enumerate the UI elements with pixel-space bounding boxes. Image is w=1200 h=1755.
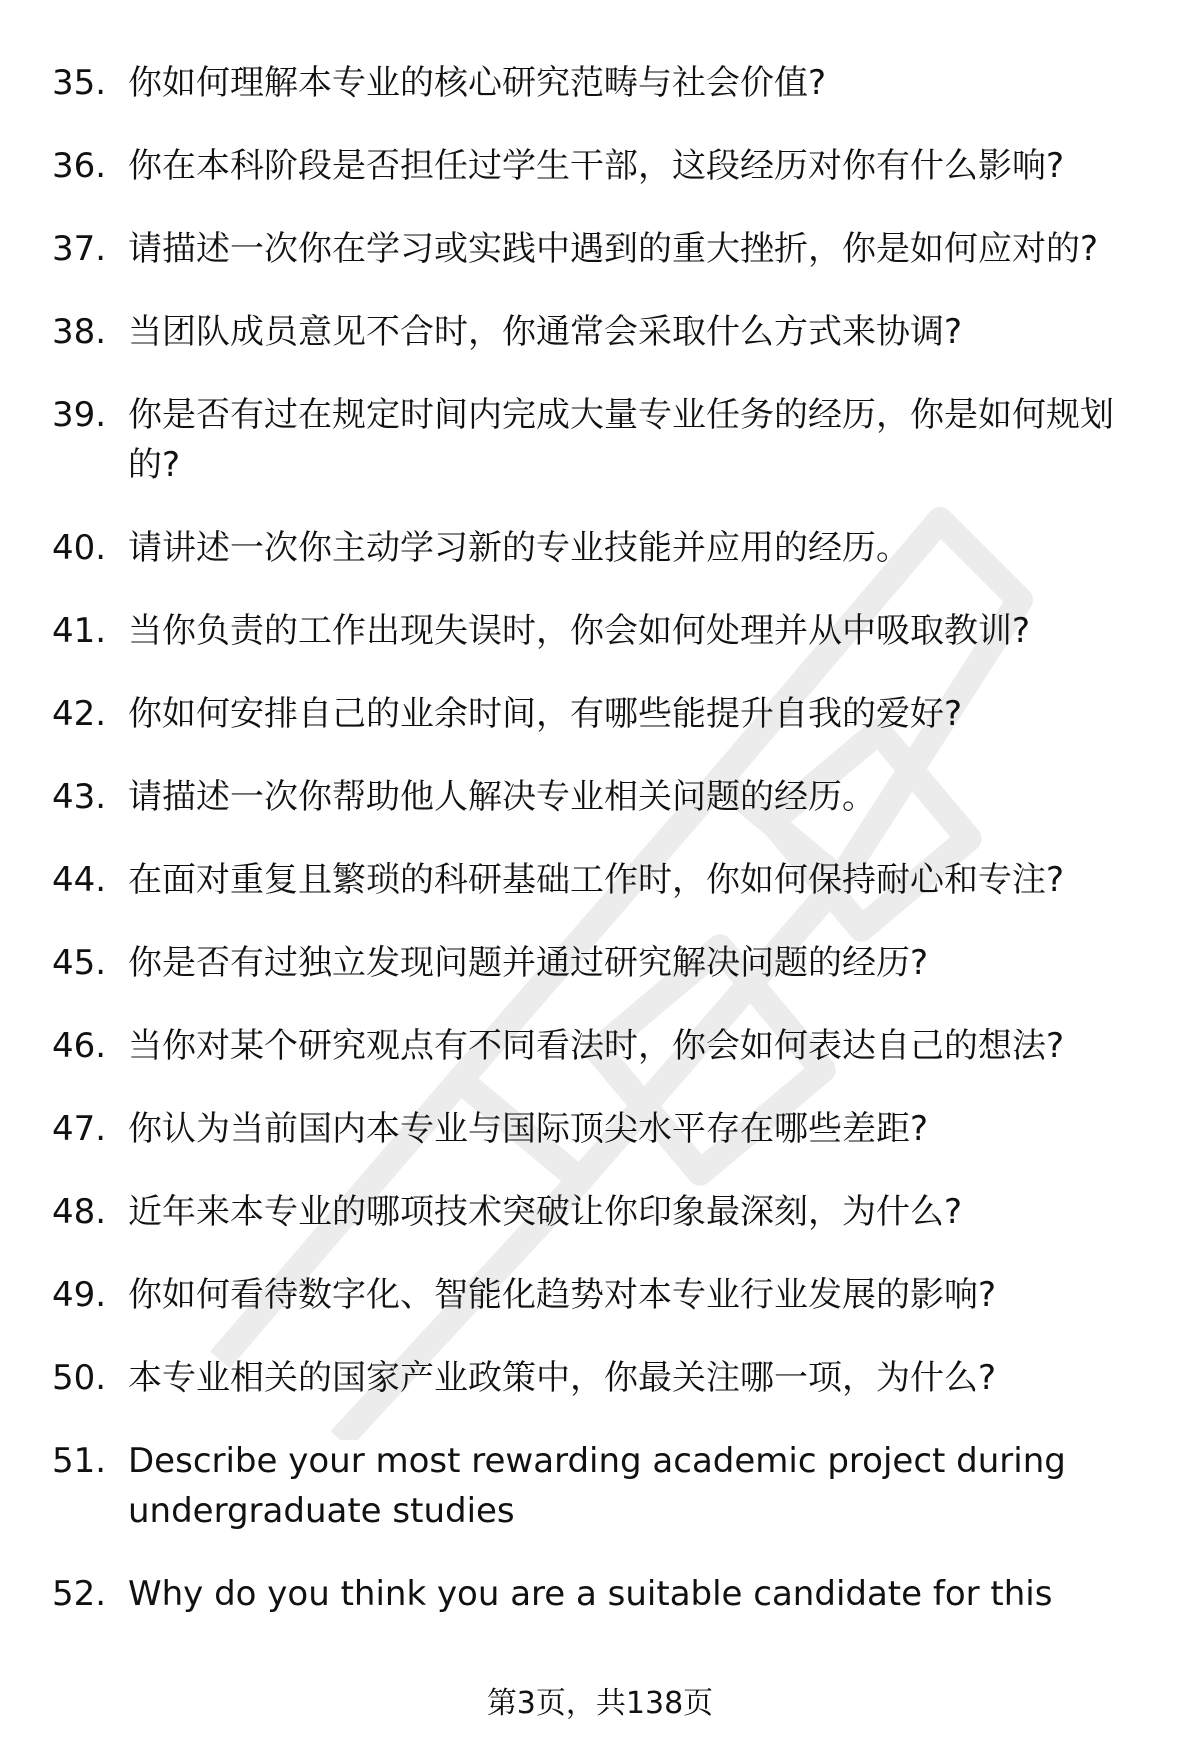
question-item <box>0 523 1200 573</box>
question-text: 在面对重复且繁琐的科研基础工作时，你如何保持耐心和专注? <box>128 860 1065 900</box>
question-item <box>0 1104 1200 1154</box>
question-text: 请描述一次你帮助他人解决专业相关问题的经历。 <box>128 777 876 817</box>
question-number: 36. <box>52 146 107 186</box>
question-item <box>0 689 1200 739</box>
question-item <box>0 1270 1200 1320</box>
question-item <box>0 1569 1200 1619</box>
question-number: 37. <box>52 229 107 269</box>
question-number: 52. <box>52 1574 107 1614</box>
question-number: 41. <box>52 611 107 651</box>
question-number: 44. <box>52 860 107 900</box>
question-number: 38. <box>52 312 107 352</box>
question-text: Why do you think you are a suitable candidate for this <box>128 1574 1053 1614</box>
question-list <box>0 58 1200 1652</box>
question-text: 本专业相关的国家产业政策中，你最关注哪一项，为什么? <box>128 1358 997 1398</box>
question-number: 35. <box>52 63 107 103</box>
question-text: 当你负责的工作出现失误时，你会如何处理并从中吸取教训? <box>128 611 1031 651</box>
question-text: 请描述一次你在学习或实践中遇到的重大挫折，你是如何应对的? <box>128 229 1099 269</box>
question-text: 当你对某个研究观点有不同看法时，你会如何表达自己的想法? <box>128 1026 1065 1066</box>
question-text: 你是否有过在规定时间内完成大量专业任务的经历，你是如何规划的? <box>128 395 1114 485</box>
question-number: 46. <box>52 1026 107 1066</box>
question-number: 49. <box>52 1275 107 1315</box>
page-footer <box>0 1682 1200 1726</box>
question-text: Describe your most rewarding academic project during undergraduate studies <box>128 1441 1066 1531</box>
question-item <box>0 307 1200 357</box>
question-item <box>0 1353 1200 1403</box>
question-text: 你认为当前国内本专业与国际顶尖水平存在哪些差距? <box>128 1109 929 1149</box>
question-item <box>0 855 1200 905</box>
question-number: 51. <box>52 1441 107 1481</box>
question-item <box>0 58 1200 108</box>
question-text: 你如何安排自己的业余时间，有哪些能提升自我的爱好? <box>128 694 963 734</box>
question-item <box>0 606 1200 656</box>
question-text: 你是否有过独立发现问题并通过研究解决问题的经历? <box>128 943 929 983</box>
question-number: 42. <box>52 694 107 734</box>
question-number: 48. <box>52 1192 107 1232</box>
question-item <box>0 141 1200 191</box>
question-text: 你在本科阶段是否担任过学生干部，这段经历对你有什么影响? <box>128 146 1065 186</box>
question-item <box>0 1021 1200 1071</box>
question-item <box>0 938 1200 988</box>
question-number: 47. <box>52 1109 107 1149</box>
question-item <box>0 772 1200 822</box>
question-text: 你如何理解本专业的核心研究范畴与社会价值? <box>128 63 827 103</box>
page-indicator: 第3页，共138页 <box>486 1686 714 1721</box>
question-item <box>0 224 1200 274</box>
question-text: 你如何看待数字化、智能化趋势对本专业行业发展的影响? <box>128 1275 997 1315</box>
question-text: 近年来本专业的哪项技术突破让你印象最深刻，为什么? <box>128 1192 963 1232</box>
question-number: 43. <box>52 777 107 817</box>
question-text: 当团队成员意见不合时，你通常会采取什么方式来协调? <box>128 312 963 352</box>
question-item <box>0 1436 1200 1536</box>
question-text: 请讲述一次你主动学习新的专业技能并应用的经历。 <box>128 528 910 568</box>
question-number: 45. <box>52 943 107 983</box>
question-item <box>0 1187 1200 1237</box>
question-item <box>0 390 1200 490</box>
question-number: 40. <box>52 528 107 568</box>
question-number: 50. <box>52 1358 107 1398</box>
question-number: 39. <box>52 395 107 435</box>
